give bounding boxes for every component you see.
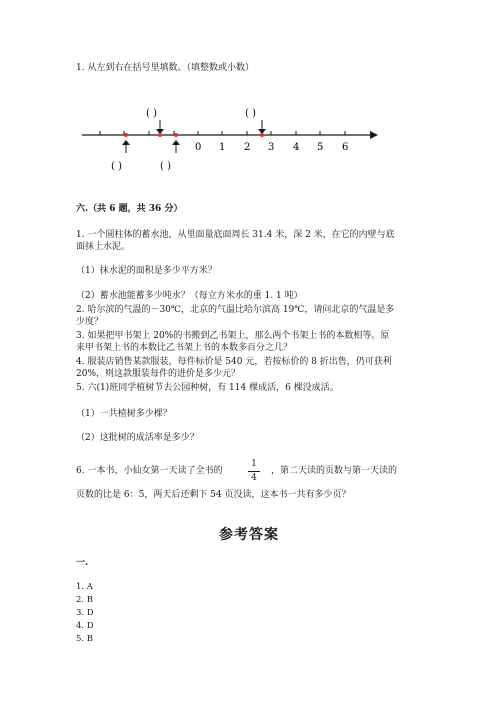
answer-item-5: 5. B xyxy=(76,634,94,644)
answer-item-4: 4. D xyxy=(76,621,94,631)
q6-6-after: ，第二天读的页数与第一天读的 xyxy=(271,466,398,476)
marker-1 xyxy=(124,133,128,137)
q6-6-line2: 页数的比是 6：5，两天后还剩下 54 页没读，这本书一共有多少页？ xyxy=(76,490,351,500)
arrow-up-2-head xyxy=(172,140,180,145)
axis-ticks xyxy=(100,131,345,135)
tick-label-6: 6 xyxy=(342,142,349,153)
q6-5-sub2: （2）这批树的成活率是多少？ xyxy=(76,433,199,443)
q6-3-line2: 来甲书架上书的本数比乙书架上书的本数多百分之几？ xyxy=(76,343,293,353)
axis-arrow-head xyxy=(370,131,378,139)
q6-5-line1: 5. 六(1)班同学植树节去公园种树，有 114 棵成活，6 棵没成活。 xyxy=(76,383,339,393)
answer-item-2: 2. B xyxy=(76,595,94,605)
section6-heading: 六.（共 6 题，共 36 分） xyxy=(76,204,183,214)
q6-2-line2: 少度？ xyxy=(76,317,104,327)
tick-label-4: 4 xyxy=(293,142,300,153)
tick-label-2: 2 xyxy=(244,142,251,153)
answer-item-1: 1. A xyxy=(76,582,93,592)
marker-4 xyxy=(260,133,264,137)
paren-bottom-2: ( ) xyxy=(160,161,171,172)
q1-prompt: 1. 从左到右在括号里填数。（填整数或小数） xyxy=(76,63,254,73)
fraction-one-quarter xyxy=(246,459,262,484)
q6-6-before: 6. 一本书，小仙女第一天读了全书的 xyxy=(76,466,223,476)
tick-label-5: 5 xyxy=(317,142,324,153)
q6-4-line2: 20%，则这款服装每件的进价是多少元？ xyxy=(76,369,241,379)
q6-1-sub2: （2）蓄水池能蓄多少吨水？（每立方米水的重 1. 1 吨） xyxy=(76,291,303,301)
tick-label-3: 3 xyxy=(268,142,275,153)
answers-title: 参考答案 xyxy=(219,527,279,543)
marker-3 xyxy=(174,133,178,137)
number-line xyxy=(0,90,500,290)
tick-label-1: 1 xyxy=(219,142,226,153)
paren-bottom-1: ( ) xyxy=(111,161,122,172)
q6-1-sub1: （1）抹水泥的面积是多少平方米？ xyxy=(76,266,217,276)
q6-5-sub1: （1）一共植树多少棵？ xyxy=(76,409,172,419)
q6-4-line1: 4. 服装店销售某款服装，每件标价是 540 元，若按标价的 8 折出售，仍可获利 xyxy=(76,357,392,367)
q6-1-line2: 面抹上水泥。 xyxy=(76,242,131,252)
tick-label-0: 0 xyxy=(195,142,202,153)
fraction-bar xyxy=(248,471,260,472)
paren-top-2: ( ) xyxy=(245,108,256,119)
answers-section: 一. xyxy=(76,558,89,568)
marker-2 xyxy=(158,133,162,137)
arrow-up-1-head xyxy=(122,140,130,145)
fraction-denominator: 4 xyxy=(251,473,257,483)
q6-3-line1: 3. 如果把甲书架上 20%的书搬到乙书架上，那么两个书架上书的本数相等。原 xyxy=(76,331,390,341)
answer-item-3: 3. D xyxy=(76,608,94,618)
paren-top-1: ( ) xyxy=(146,108,157,119)
q6-2-line1: 2. 哈尔滨的气温的－30℃，北京的气温比哈尔滨高 19℃，请问北京的气温是多 xyxy=(76,305,395,315)
q6-1-line1: 1. 一个圆柱体的蓄水池，从里面量底面周长 31.4 米，深 2 米，在它的内壁与底 xyxy=(76,230,395,240)
fraction-numerator: 1 xyxy=(251,459,257,469)
